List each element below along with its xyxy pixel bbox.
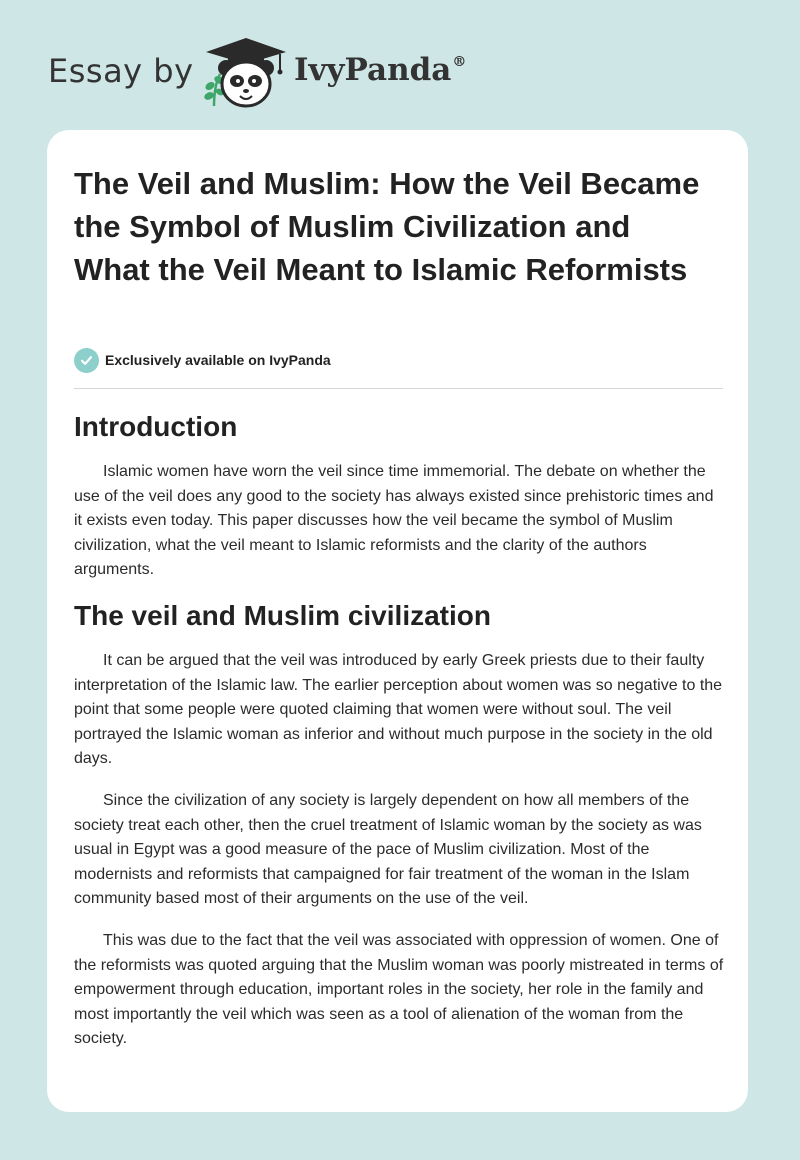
exclusive-label: Exclusively available on IvyPanda: [105, 352, 331, 368]
site-header: [0, 0, 800, 130]
brand-name-text: IvyPanda: [294, 52, 452, 88]
divider: [74, 388, 723, 389]
paragraph: This was due to the fact that the veil was associated with oppression of women. One of the reformists was quoted arguing that the Muslim woman was poorly mistreated in terms of empowerment through education, important roles in the society, her role in the family and most importantly the veil which was seen as a tool of alienation of the woman from the society.: [74, 931, 724, 1048]
panda-graduate-icon[interactable]: [200, 34, 292, 110]
essay-title: The Veil and Muslim: How the Veil Became the Symbol of Muslim Civilization and What the Veil Meant to Islamic Reformists: [74, 166, 700, 287]
section-heading-introduction: Introduction: [74, 411, 238, 442]
essay-by-label: Essay by: [48, 52, 194, 90]
paragraph: Islamic women have worn the veil since time immemorial. The debate on whether the use of the veil does any good to the society has always existed since prehistoric times and it exists even today. This paper discusses how the veil became the symbol of Muslim civilization, what the veil meant to Islamic reformists and the clarity of the authors arguments.: [74, 463, 714, 579]
paragraph: It can be argued that the veil was introduced by early Greek priests due to their faulty interpretation of the Islamic law. The earlier perception about women was so negative to the point that some people were quoted claiming that women were without soul. The veil portrayed the Islamic woman as inferior and without much purpose in the society in the old days.: [74, 651, 723, 768]
check-circle-icon: [74, 348, 99, 373]
brand-name[interactable]: [294, 52, 466, 88]
essay-content: [74, 407, 724, 1052]
registered-mark: ®: [452, 54, 467, 70]
paragraph: Since the civilization of any society is largely dependent on how all members of the society treat each other, then the cruel treatment of Islamic woman by the society as was usual in Egypt was a good measure of the pace of Muslim civilization. Most of the modernists and reformists that campaigned for fair treatment of the woman in the Islam community based most of their arguments on the use of the veil.: [74, 791, 702, 908]
essay-card: [47, 130, 748, 1112]
exclusive-badge: [74, 347, 331, 373]
section-heading-veil-civilization: The veil and Muslim civilization: [74, 599, 491, 631]
